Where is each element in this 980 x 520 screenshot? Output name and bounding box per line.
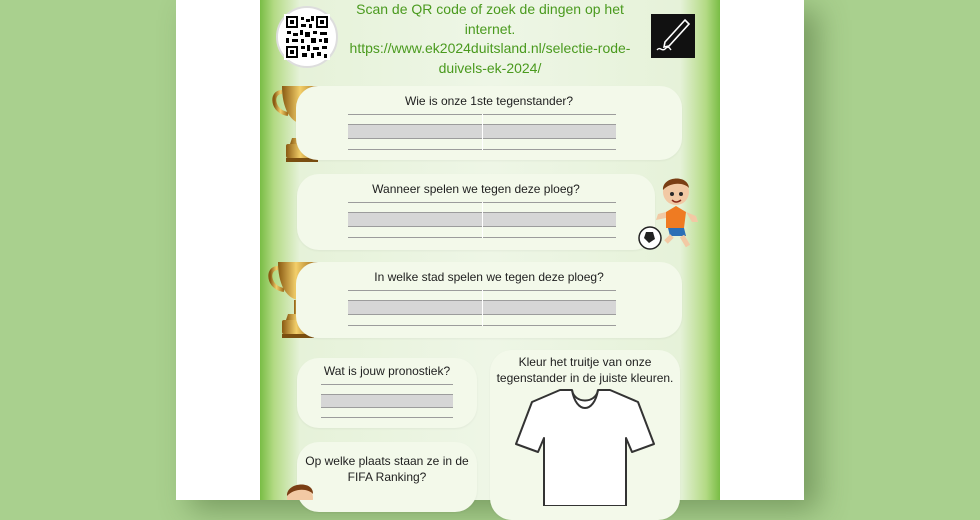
question-text-5-line-2: tegenstander in de juiste kleuren. <box>496 371 674 385</box>
question-text-3: In welke stad spelen we tegen deze ploeg? <box>374 270 604 284</box>
answer-lines-2[interactable] <box>348 202 616 238</box>
question-text-6-line-2: FIFA Ranking? <box>347 470 427 484</box>
header-line-2: internet. <box>464 20 516 37</box>
header-instructions <box>340 0 640 78</box>
header-line-1: Scan de QR code of zoek de dingen op het <box>356 1 624 17</box>
question-card-3 <box>296 262 682 338</box>
soccer-player-illustration <box>636 172 708 252</box>
shirt-outline-icon[interactable] <box>512 386 658 506</box>
pen-icon <box>651 14 695 58</box>
question-card-6 <box>297 442 477 512</box>
answer-lines-4[interactable] <box>321 384 453 418</box>
question-text-6-line-1: Op welke plaats staan ze in de <box>305 454 469 468</box>
qr-code-icon <box>276 6 338 68</box>
question-card-2 <box>297 174 655 250</box>
question-card-4 <box>297 358 477 428</box>
header-url-line-1: https://www.ek2024duitsland.nl/selectie-rode- <box>349 40 631 56</box>
question-text-5-line-1: Kleur het truitje van onze <box>518 355 652 369</box>
color-shirt-card <box>490 350 680 520</box>
answer-lines-3[interactable] <box>348 290 616 326</box>
answer-lines-1[interactable] <box>348 114 616 150</box>
header-url-line-2: duivels-ek-2024/ <box>438 59 542 76</box>
question-text-4: Wat is jouw pronostiek? <box>323 364 451 378</box>
question-card-1 <box>296 86 682 160</box>
soccer-player-illustration <box>280 480 320 500</box>
question-text-2: Wanneer spelen we tegen deze ploeg? <box>372 182 580 196</box>
question-text-1: Wie is onze 1ste tegenstander? <box>404 94 574 108</box>
